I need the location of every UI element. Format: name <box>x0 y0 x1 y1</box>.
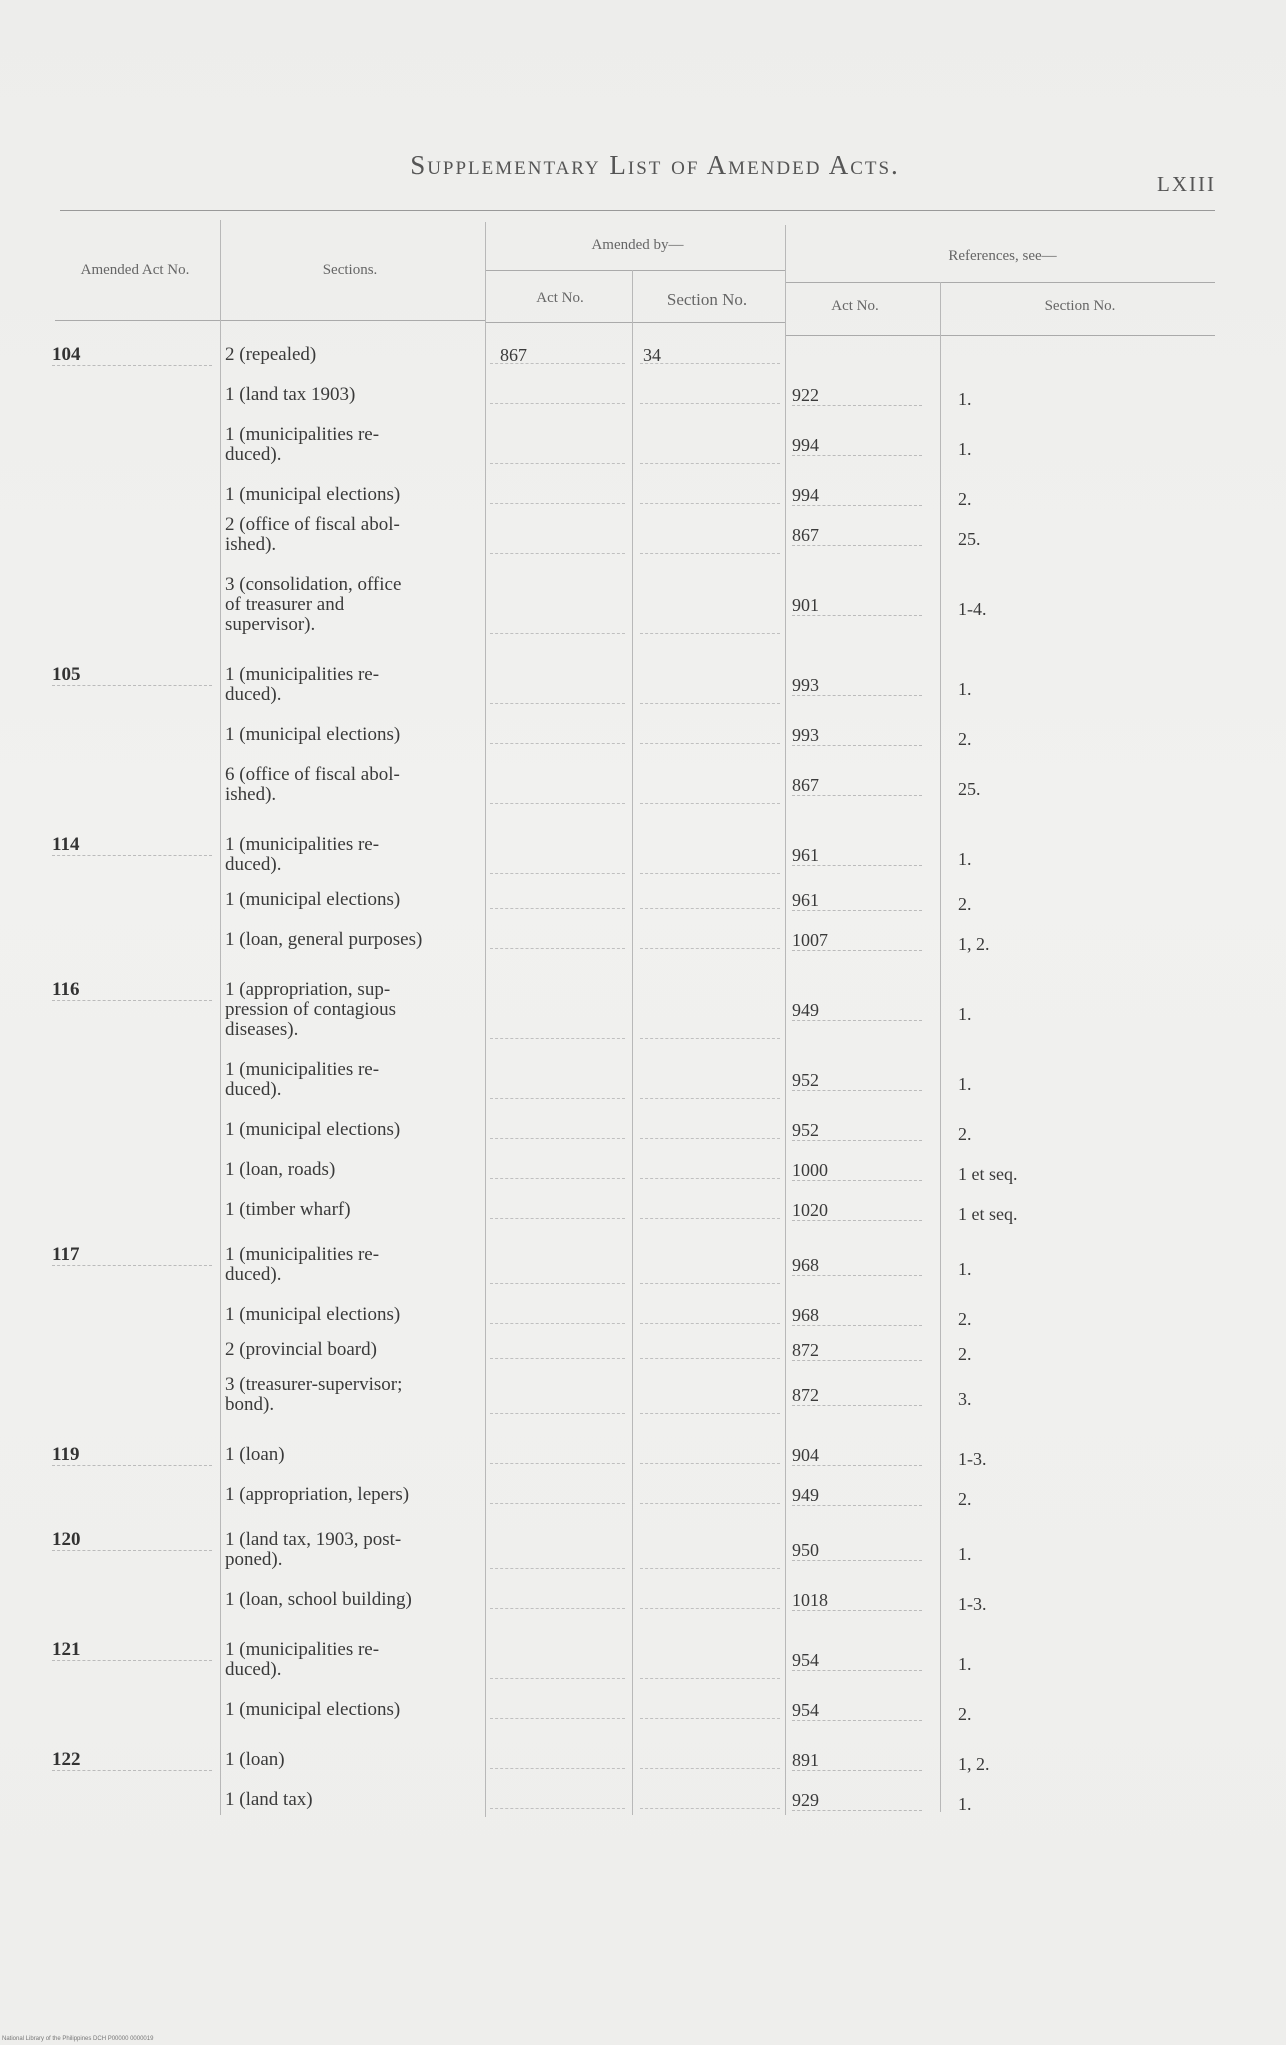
section-entry: 1 (municipalities re- duced). <box>225 664 380 705</box>
section-entry: 1 (municipalities re- duced). <box>225 424 380 465</box>
reference-section-no: 3. <box>958 1389 972 1409</box>
leader-dots <box>490 1177 625 1179</box>
section-entry: 3 (treasurer-supervisor; bond). <box>225 1374 403 1415</box>
section-entry: 2 (repealed) <box>225 344 317 365</box>
leader-dots <box>640 1502 780 1504</box>
leader-dots <box>640 802 780 804</box>
leader-dots <box>490 1412 625 1414</box>
section-entry: 1 (municipalities re- duced). <box>225 834 380 875</box>
amended-act-no: 119 <box>52 1445 212 1466</box>
section-entry: 1 (municipalities re- duced). <box>225 1244 380 1285</box>
reference-section-no: 2. <box>958 894 972 914</box>
reference-act-no: 1000 <box>792 1160 922 1181</box>
rule <box>785 282 1215 283</box>
reference-act-no: 949 <box>792 1000 922 1021</box>
reference-act-no: 1018 <box>792 1590 922 1611</box>
leader-dots <box>490 702 625 704</box>
amended-act-no: 105 <box>52 665 212 686</box>
reference-act-no: 891 <box>792 1750 922 1771</box>
leader-dots <box>640 462 780 464</box>
reference-section-no: 1. <box>958 1794 972 1814</box>
reference-act-no: 1007 <box>792 930 922 951</box>
reference-section-no: 1. <box>958 1004 972 1024</box>
leader-dots <box>640 1412 780 1414</box>
leader-dots <box>490 632 625 634</box>
section-entry: 2 (provincial board) <box>225 1339 377 1360</box>
reference-act-no: 968 <box>792 1255 922 1276</box>
col-header-references-section-no: Section No. <box>1044 298 1116 314</box>
section-entry: 1 (loan, roads) <box>225 1159 336 1180</box>
leader-dots <box>640 702 780 704</box>
leader-dots <box>490 1502 625 1504</box>
reference-section-no: 1. <box>958 679 972 699</box>
reference-section-no: 1 et seq. <box>958 1164 1018 1184</box>
leader-dots <box>640 1807 780 1809</box>
reference-act-no: 952 <box>792 1120 922 1141</box>
section-entry: 1 (loan, school building) <box>225 1589 412 1610</box>
leader-dots <box>490 1097 625 1099</box>
reference-act-no: 961 <box>792 845 922 866</box>
leader-dots <box>490 1137 625 1139</box>
col-header-amended-by: Amended by— <box>591 237 684 253</box>
leader-dots <box>640 872 780 874</box>
column-rule <box>632 270 633 1815</box>
reference-section-no: 1. <box>958 439 972 459</box>
col-header-amended-by-section-no: Section No. <box>666 290 748 309</box>
reference-section-no: 2. <box>958 1344 972 1364</box>
section-entry: 6 (office of fiscal abol- ished). <box>225 764 400 805</box>
reference-section-no: 1-4. <box>958 599 987 619</box>
reference-act-no: 968 <box>792 1305 922 1326</box>
reference-section-no: 25. <box>958 779 981 799</box>
col-header-amended-by-act-no: Act No. <box>536 290 584 306</box>
leader-dots <box>640 362 780 364</box>
leader-dots <box>640 1177 780 1179</box>
section-entry: 1 (municipal elections) <box>225 484 401 505</box>
col-header-sections: Sections. <box>322 262 378 278</box>
amended-act-no: 116 <box>52 980 212 1001</box>
amended-act-no: 114 <box>52 835 212 856</box>
reference-section-no: 1 et seq. <box>958 1204 1018 1224</box>
leader-dots <box>490 402 625 404</box>
leader-dots <box>490 1767 625 1769</box>
reference-act-no: 993 <box>792 675 922 696</box>
section-entry: 1 (municipal elections) <box>225 1304 401 1325</box>
reference-act-no: 952 <box>792 1070 922 1091</box>
leader-dots <box>490 462 625 464</box>
leader-dots <box>490 947 625 949</box>
reference-section-no: 2. <box>958 1704 972 1724</box>
leader-dots <box>640 1282 780 1284</box>
reference-act-no: 950 <box>792 1540 922 1561</box>
leader-dots <box>640 552 780 554</box>
reference-section-no: 1. <box>958 849 972 869</box>
leader-dots <box>640 1717 780 1719</box>
leader-dots <box>640 1322 780 1324</box>
reference-section-no: 2. <box>958 729 972 749</box>
leader-dots <box>490 802 625 804</box>
amended-act-no: 120 <box>52 1530 212 1551</box>
section-entry: 1 (land tax 1903) <box>225 384 356 405</box>
footer-credit: National Library of the Philippines DCH P00000 0000019 <box>2 2036 154 2042</box>
section-entry: 1 (land tax) <box>225 1789 313 1810</box>
col-header-references: References, see— <box>948 248 1057 264</box>
leader-dots <box>490 742 625 744</box>
leader-dots <box>640 1037 780 1039</box>
reference-act-no: 872 <box>792 1385 922 1406</box>
leader-dots <box>490 1807 625 1809</box>
reference-act-no: 954 <box>792 1700 922 1721</box>
reference-section-no: 1. <box>958 1654 972 1674</box>
section-entry: 1 (appropriation, sup- pression of contagious diseases). <box>225 979 396 1040</box>
rule <box>485 322 785 323</box>
leader-dots <box>640 907 780 909</box>
leader-dots <box>490 1717 625 1719</box>
reference-section-no: 1. <box>958 1259 972 1279</box>
rule <box>55 320 485 321</box>
leader-dots <box>490 1607 625 1609</box>
leader-dots <box>640 1137 780 1139</box>
reference-section-no: 2. <box>958 489 972 509</box>
leader-dots <box>640 1607 780 1609</box>
reference-act-no: 994 <box>792 485 922 506</box>
reference-section-no: 1. <box>958 1074 972 1094</box>
leader-dots <box>640 402 780 404</box>
reference-section-no: 1, 2. <box>958 934 990 954</box>
leader-dots <box>640 947 780 949</box>
leader-dots <box>640 502 780 504</box>
reference-section-no: 2. <box>958 1124 972 1144</box>
reference-act-no: 929 <box>792 1790 922 1811</box>
col-header-amended-act-no: Amended Act No. <box>80 262 190 278</box>
reference-act-no: 949 <box>792 1485 922 1506</box>
leader-dots <box>640 742 780 744</box>
top-rule <box>60 210 1215 211</box>
reference-act-no: 922 <box>792 385 922 406</box>
section-entry: 1 (loan) <box>225 1749 285 1770</box>
section-entry: 1 (loan, general purposes) <box>225 929 423 950</box>
leader-dots <box>490 1322 625 1324</box>
leader-dots <box>640 632 780 634</box>
amended-act-no: 122 <box>52 1750 212 1771</box>
reference-section-no: 1-3. <box>958 1594 987 1614</box>
column-rule <box>940 282 941 1812</box>
leader-dots <box>490 1462 625 1464</box>
rule <box>785 335 1215 336</box>
reference-act-no: 904 <box>792 1445 922 1466</box>
reference-section-no: 2. <box>958 1309 972 1329</box>
section-entry: 1 (loan) <box>225 1444 285 1465</box>
leader-dots <box>490 1567 625 1569</box>
reference-act-no: 993 <box>792 725 922 746</box>
column-rule <box>485 222 486 1817</box>
section-entry: 1 (municipalities re- duced). <box>225 1639 380 1680</box>
reference-act-no: 954 <box>792 1650 922 1671</box>
reference-section-no: 1. <box>958 1544 972 1564</box>
reference-act-no: 872 <box>792 1340 922 1361</box>
leader-dots <box>490 1217 625 1219</box>
column-rule <box>220 220 221 1815</box>
section-entry: 1 (municipal elections) <box>225 889 401 910</box>
reference-section-no: 1. <box>958 389 972 409</box>
leader-dots <box>640 1677 780 1679</box>
reference-section-no: 1, 2. <box>958 1754 990 1774</box>
running-head: Supplementary List of Amended Acts. <box>410 150 900 180</box>
reference-act-no: 867 <box>792 775 922 796</box>
leader-dots <box>490 907 625 909</box>
leader-dots <box>490 1282 625 1284</box>
section-entry: 2 (office of fiscal abol- ished). <box>225 514 400 555</box>
leader-dots <box>490 1357 625 1359</box>
section-entry: 1 (appropriation, lepers) <box>225 1484 410 1505</box>
reference-section-no: 1-3. <box>958 1449 987 1469</box>
column-rule <box>785 225 786 1815</box>
leader-dots <box>640 1217 780 1219</box>
amended-by-act-no: 867 <box>500 345 527 365</box>
section-entry: 1 (municipal elections) <box>225 1699 401 1720</box>
leader-dots <box>490 872 625 874</box>
section-entry: 1 (municipal elections) <box>225 1119 401 1140</box>
reference-act-no: 961 <box>792 890 922 911</box>
leader-dots <box>640 1767 780 1769</box>
section-entry: 1 (land tax, 1903, post- poned). <box>225 1529 402 1570</box>
reference-section-no: 25. <box>958 529 981 549</box>
rule <box>485 270 785 271</box>
amended-act-no: 104 <box>52 345 212 366</box>
section-entry: 3 (consolidation, office of treasurer and supervisor). <box>225 574 402 635</box>
col-header-references-act-no: Act No. <box>831 298 879 314</box>
amended-by-section-no: 34 <box>643 345 661 365</box>
reference-act-no: 1020 <box>792 1200 922 1221</box>
section-entry: 1 (municipalities re- duced). <box>225 1059 380 1100</box>
section-entry: 1 (timber wharf) <box>225 1199 351 1220</box>
leader-dots <box>640 1462 780 1464</box>
leader-dots <box>640 1567 780 1569</box>
reference-act-no: 994 <box>792 435 922 456</box>
leader-dots <box>490 1677 625 1679</box>
leader-dots <box>490 502 625 504</box>
leader-dots <box>640 1097 780 1099</box>
page-number: LXIII <box>1157 172 1216 196</box>
reference-act-no: 901 <box>792 595 922 616</box>
amended-act-no: 117 <box>52 1245 212 1266</box>
leader-dots <box>640 1357 780 1359</box>
section-entry: 1 (municipal elections) <box>225 724 401 745</box>
leader-dots <box>490 1037 625 1039</box>
reference-act-no: 867 <box>792 525 922 546</box>
leader-dots <box>490 552 625 554</box>
amended-act-no: 121 <box>52 1640 212 1661</box>
reference-section-no: 2. <box>958 1489 972 1509</box>
